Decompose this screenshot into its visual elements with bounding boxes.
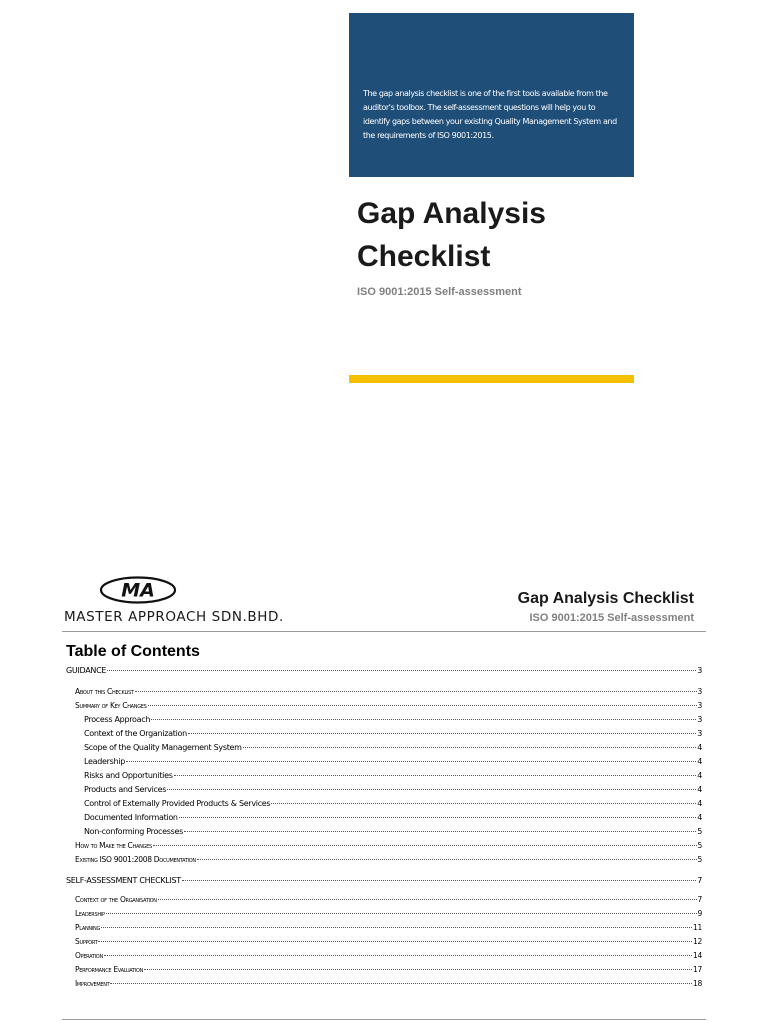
toc-entry[interactable]: Summary of Key Changes 3: [75, 701, 702, 710]
toc-entry[interactable]: Context of the Organization 3: [84, 729, 702, 738]
toc-entry[interactable]: Products and Services 4: [84, 785, 702, 794]
toc-entry-guidance[interactable]: GUIDANCE 3: [66, 666, 702, 675]
toc-entry[interactable]: Scope of the Quality Management System 4: [84, 743, 702, 752]
toc-entry[interactable]: Improvement 18: [75, 979, 702, 988]
cover-subtitle: ISO 9001:2015 Self-assessment: [357, 286, 522, 298]
toc-entry-self-assessment[interactable]: SELF-ASSESSMENT CHECKLIST 7: [66, 876, 702, 885]
toc-entry[interactable]: Control of Externally Provided Products & Services 4: [84, 799, 702, 808]
cover-intro-text: The gap analysis checklist is one of the first tools available from the auditor's toolbox. The self-assessment questions will help you to identify gaps between your existing Quality Management System and the requirements of ISO 9001:2015.: [363, 89, 617, 140]
toc-entry[interactable]: Performance Evaluation 17: [75, 965, 702, 974]
footer-divider: [62, 1019, 706, 1020]
cover-blue-panel: [349, 13, 634, 177]
toc-entry[interactable]: Documented Information 4: [84, 813, 702, 822]
toc-entry[interactable]: Leadership 9: [75, 909, 702, 918]
company-logo: [99, 576, 177, 604]
toc-entry[interactable]: Support 12: [75, 937, 702, 946]
toc-entry[interactable]: Context of the Organisation 7: [75, 895, 702, 904]
toc-entry[interactable]: Risks and Opportunities 4: [84, 771, 702, 780]
toc-entry[interactable]: Operation 14: [75, 951, 702, 960]
toc-entry[interactable]: Non-conforming Processes 5: [84, 827, 702, 836]
cover-title: [357, 192, 637, 278]
cover-title-line1: Gap Analysis: [357, 197, 546, 230]
header-title: Gap Analysis Checklist: [517, 590, 694, 607]
header-divider: [62, 631, 706, 632]
header-subtitle: ISO 9001:2015 Self-assessment: [529, 612, 694, 624]
logo-text: MA: [121, 579, 155, 602]
cover-title-line2: Checklist: [357, 240, 491, 273]
toc-heading: Table of Contents: [66, 643, 200, 660]
toc-entry[interactable]: Existing ISO 9001:2008 Documentation 5: [75, 855, 702, 864]
toc-entry[interactable]: Process Approach 3: [84, 715, 702, 724]
toc-entry[interactable]: Planning 11: [75, 923, 702, 932]
cover-accent-bar: [349, 375, 634, 383]
toc-entry[interactable]: How to Make the Changes 5: [75, 841, 702, 850]
toc-entry[interactable]: Leadership 4: [84, 757, 702, 766]
company-name: MASTER APPROACH SDN.BHD.: [64, 609, 284, 625]
toc-entry[interactable]: About this Checklist 3: [75, 687, 702, 696]
